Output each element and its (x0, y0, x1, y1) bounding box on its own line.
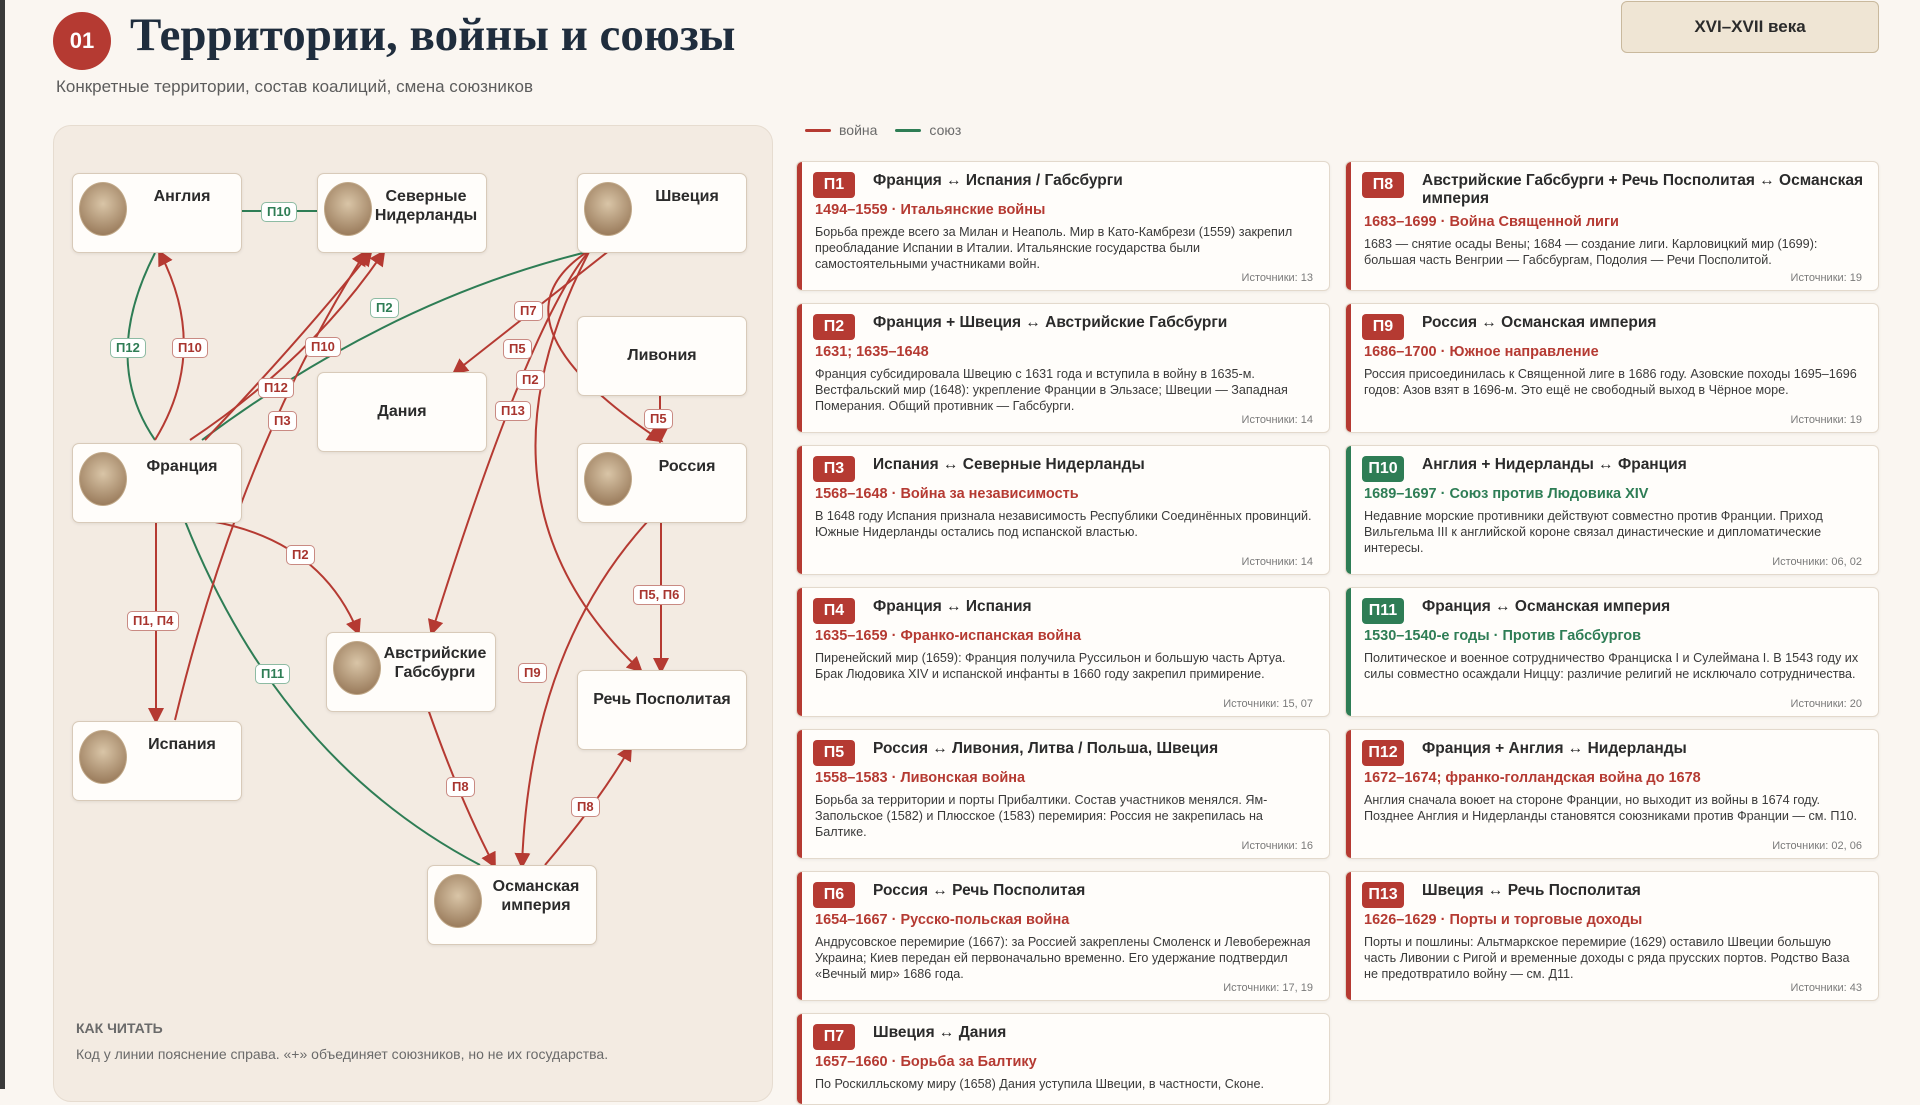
card-title: Россия ↔ Ливония, Литва / Польша, Швеция (873, 740, 1219, 757)
pact-card-p13[interactable] (1345, 871, 1879, 1001)
card-code: П13 (1362, 882, 1404, 908)
card-subtitle: 1654–1667 · Русско-польская война (815, 912, 1070, 928)
node-label: Османская империя (492, 878, 580, 914)
card-description: Политическое и военное сотрудничество Франциска I и Сулеймана I. В 1543 году их силы совместно осаждали Ниццу: различие религий не исключало сотрудничества. (1364, 651, 1859, 681)
card-description: 1683 — снятие осады Вены; 1684 — создание лиги. Карловицкий мир (1699): большая часть Венгрии — Габсбургам, Подолия — Речи Посполитой. (1364, 237, 1818, 267)
card-subtitle: 1689–1697 · Союз против Людовика XIV (1364, 486, 1649, 502)
node-label: Дания (377, 403, 427, 420)
card-code: П3 (813, 456, 855, 482)
king-portrait-icon (79, 730, 127, 784)
window-edge (0, 0, 5, 1089)
edge-label: П5, П6 (633, 585, 685, 605)
page-title: Территории, войны и союзы (130, 9, 736, 61)
pact-card-p1[interactable] (796, 161, 1330, 291)
howto-heading: КАК ЧИТАТЬ (76, 1020, 163, 1036)
card-code: П12 (1362, 740, 1404, 766)
node-rzeczpospolita[interactable] (577, 670, 747, 750)
card-subtitle: 1686–1700 · Южное направление (1364, 344, 1599, 360)
card-sources: Источники: 13 (1241, 272, 1313, 284)
card-description: Пиренейский мир (1659): Франция получила Руссильон и большую часть Артуа. Брак Людовика XIV и испанской инфанты в 1660 году закрепил примирение. (815, 651, 1286, 681)
card-title: Франция ↔ Испания (873, 598, 1032, 615)
edge-label: П2 (286, 545, 315, 565)
card-title: Франция ↔ Османская империя (1422, 598, 1671, 615)
pact-card-p12[interactable] (1345, 729, 1879, 859)
card-accent (1346, 162, 1351, 290)
card-code: П5 (813, 740, 855, 766)
node-denmark[interactable] (317, 372, 487, 452)
card-code: П2 (813, 314, 855, 340)
section-number-badge: 01 (53, 12, 111, 70)
edge-label: П12 (258, 378, 294, 398)
card-sources: Источники: 02, 06 (1772, 840, 1862, 852)
card-subtitle: 1672–1674; франко-голландская война до 1678 (1364, 770, 1701, 786)
node-russia[interactable] (577, 443, 747, 523)
card-description: По Роскилльскому миру (1658) Дания уступила Швеции, в частности, Сконе. (815, 1077, 1264, 1091)
edge-label: П12 (110, 338, 146, 358)
node-label: Франция (146, 458, 218, 475)
node-label: Речь Посполитая (593, 691, 731, 708)
card-code: П9 (1362, 314, 1404, 340)
card-description: Борьба прежде всего за Милан и Неаполь. Мир в Като-Камбрези (1559) закрепил преобладание Испании в Италии. Итальянские государства были самостоятельными участниками войн. (815, 225, 1293, 271)
pact-card-p11[interactable] (1345, 587, 1879, 717)
period-button[interactable]: XVI–XVII века (1621, 1, 1879, 53)
card-title: Испания ↔ Северные Нидерланды (873, 456, 1145, 473)
card-title: Швеция ↔ Дания (873, 1024, 1007, 1041)
legend (805, 122, 961, 138)
pact-card-p3[interactable] (796, 445, 1330, 575)
node-label: Швеция (655, 188, 719, 205)
edge-label: П11 (255, 664, 290, 684)
pact-card-p5[interactable] (796, 729, 1330, 859)
card-description: Россия присоединилась к Священной лиге в 1686 году. Азовские походы 1695–1696 годов: Азов взят в 1696-м. Это ещё не свободный выход в Чёрное море. (1364, 367, 1857, 397)
card-subtitle: 1494–1559 · Итальянские войны (815, 202, 1046, 218)
card-code: П1 (813, 172, 855, 198)
tsar-portrait-icon (584, 452, 632, 506)
node-sweden[interactable] (577, 173, 747, 253)
card-subtitle: 1631; 1635–1648 (815, 344, 929, 360)
pact-card-p10[interactable] (1345, 445, 1879, 575)
edge-label: П2 (516, 370, 545, 390)
edge-label: П10 (305, 337, 341, 357)
war-line-swatch (805, 129, 831, 132)
card-code: П8 (1362, 172, 1404, 198)
card-subtitle: 1657–1660 · Борьба за Балтику (815, 1054, 1037, 1070)
legend-alliance (895, 122, 961, 138)
card-sources: Источники: 15, 07 (1223, 698, 1313, 710)
node-label: Ливония (627, 347, 697, 364)
card-sources: Источники: 43 (1790, 982, 1862, 994)
page-subtitle: Конкретные территории, состав коалиций, смена союзников (56, 77, 533, 96)
node-label: Испания (148, 736, 216, 753)
node-livonia[interactable] (577, 316, 747, 396)
pact-card-p8[interactable] (1345, 161, 1879, 291)
card-accent (797, 446, 802, 574)
card-description: Борьба за территории и порты Прибалтики. Состав участников менялся. Ям-Запольское (1582) и Плюсское (1583) перемирия: Россия не закрепилась на Балтике. (815, 793, 1268, 839)
card-accent (1346, 446, 1351, 574)
sultan-portrait-icon (434, 874, 482, 928)
card-accent (797, 730, 802, 858)
card-code: П10 (1362, 456, 1404, 482)
node-habsburgs[interactable] (326, 632, 496, 712)
card-description: Недавние морские противники действуют совместно против Франции. Приход Вильгельма III к английской короне связал династические и дипломатические интересы. (1364, 509, 1823, 555)
node-ottoman[interactable] (427, 865, 597, 945)
card-title: Франция ↔ Испания / Габсбурги (873, 172, 1123, 189)
card-description: В 1648 году Испания признала независимость Республики Соединённых провинций. Южные Нидерланды остались под испанской властью. (815, 509, 1312, 539)
card-sources: Источники: 20 (1790, 698, 1862, 710)
edge-label: П8 (446, 777, 475, 797)
card-sources: Источники: 06, 02 (1772, 556, 1862, 568)
node-label: Англия (153, 188, 211, 205)
card-subtitle: 1626–1629 · Порты и торговые доходы (1364, 912, 1643, 928)
node-england[interactable] (72, 173, 242, 253)
card-sources: Источники: 19 (1790, 272, 1862, 284)
card-title: Россия ↔ Речь Посполитая (873, 882, 1086, 899)
legend-war-label: война (839, 122, 878, 138)
card-code: П4 (813, 598, 855, 624)
legend-alliance-label: союз (929, 122, 962, 138)
card-accent (797, 872, 802, 1000)
edge-label: П10 (172, 338, 208, 358)
node-label: Австрийские Габсбурги (383, 645, 487, 681)
node-spain[interactable] (72, 721, 242, 801)
edge-label: П2 (370, 298, 399, 318)
node-label: Северные Нидерланды (374, 188, 478, 224)
card-title: Австрийские Габсбурги + Речь Посполитая ↔ Османская империя (1422, 172, 1863, 207)
alliance-line-swatch (895, 129, 921, 132)
card-subtitle: 1568–1648 · Война за независимость (815, 486, 1079, 502)
pact-card-p9[interactable] (1345, 303, 1879, 433)
card-accent (1346, 730, 1351, 858)
card-accent (797, 162, 802, 290)
card-sources: Источники: 14 (1241, 556, 1313, 568)
edge-label: П9 (518, 663, 547, 683)
card-sources: Источники: 19 (1790, 414, 1862, 426)
card-title: Франция + Швеция ↔ Австрийские Габсбурги (873, 314, 1228, 331)
node-label: Россия (658, 458, 716, 475)
card-title: Швеция ↔ Речь Посполитая (1422, 882, 1641, 899)
edge-label: П7 (514, 301, 543, 321)
edge-label: П8 (571, 797, 600, 817)
card-accent (1346, 304, 1351, 432)
card-code: П7 (813, 1024, 855, 1050)
card-accent (1346, 872, 1351, 1000)
card-subtitle: 1635–1659 · Франко-испанская война (815, 628, 1082, 644)
card-sources: Источники: 17, 19 (1223, 982, 1313, 994)
card-accent (797, 304, 802, 432)
card-sources: Источники: 16 (1241, 840, 1313, 852)
card-subtitle: 1683–1699 · Война Священной лиги (1364, 214, 1619, 230)
card-description: Франция субсидировала Швецию с 1631 года и вступила в войну в 1635-м. Вестфальский мир (1648): укрепление Франции в Эльзасе; Швеции — Западная Померания. Общий противник — Габсбурги. (815, 367, 1288, 413)
card-title: Англия + Нидерланды ↔ Франция (1422, 456, 1687, 473)
card-accent (797, 1014, 802, 1104)
card-title: Россия ↔ Османская империя (1422, 314, 1657, 331)
pact-card-p4[interactable] (796, 587, 1330, 717)
pact-card-p6[interactable] (796, 871, 1330, 1001)
edge-label: П3 (268, 411, 297, 431)
card-accent (797, 588, 802, 716)
card-sources: Источники: 14 (1241, 414, 1313, 426)
ship-icon (324, 182, 372, 236)
card-description: Порты и пошлины: Альтмаркское перемирие (1629) оставило Швеции большую часть Ливонии с Ригой и временные доходы с ряда прусских портов. Родство Ваза не предотвратило войну — см. Д11. (1364, 935, 1850, 981)
king-portrait-icon (584, 182, 632, 236)
eagle-emblem-icon (333, 641, 381, 695)
card-description: Андрусовское перемирие (1667): за Россией закреплены Смоленск и Левобережная Украина; Киев передан ей первоначально временно. Его удержание подтвердил «Вечный мир» 1686 года. (815, 935, 1311, 981)
king-portrait-icon (79, 452, 127, 506)
card-subtitle: 1530–1540-е годы · Против Габсбургов (1364, 628, 1642, 644)
pact-card-p7[interactable] (796, 1013, 1330, 1105)
pact-card-p2[interactable] (796, 303, 1330, 433)
edge-label: П5 (644, 409, 673, 429)
card-description: Англия сначала воюет на стороне Франции, но выходит из войны в 1674 году. Позднее Англия и Нидерланды становятся союзниками против Франции — см. П10. (1364, 793, 1857, 823)
legend-war (805, 122, 877, 138)
card-accent (1346, 588, 1351, 716)
edge-label: П10 (261, 202, 297, 222)
card-code: П11 (1362, 598, 1404, 624)
card-code: П6 (813, 882, 855, 908)
edge-label: П1, П4 (127, 611, 179, 631)
ship-icon (79, 182, 127, 236)
howto-text: Код у линии пояснение справа. «+» объединяет союзников, но не их государства. (76, 1046, 609, 1062)
node-netherlands[interactable] (317, 173, 487, 253)
card-subtitle: 1558–1583 · Ливонская война (815, 770, 1026, 786)
edge-label: П5 (503, 339, 532, 359)
card-title: Франция + Англия ↔ Нидерланды (1422, 740, 1687, 757)
node-france[interactable] (72, 443, 242, 523)
edge-label: П13 (495, 401, 531, 421)
